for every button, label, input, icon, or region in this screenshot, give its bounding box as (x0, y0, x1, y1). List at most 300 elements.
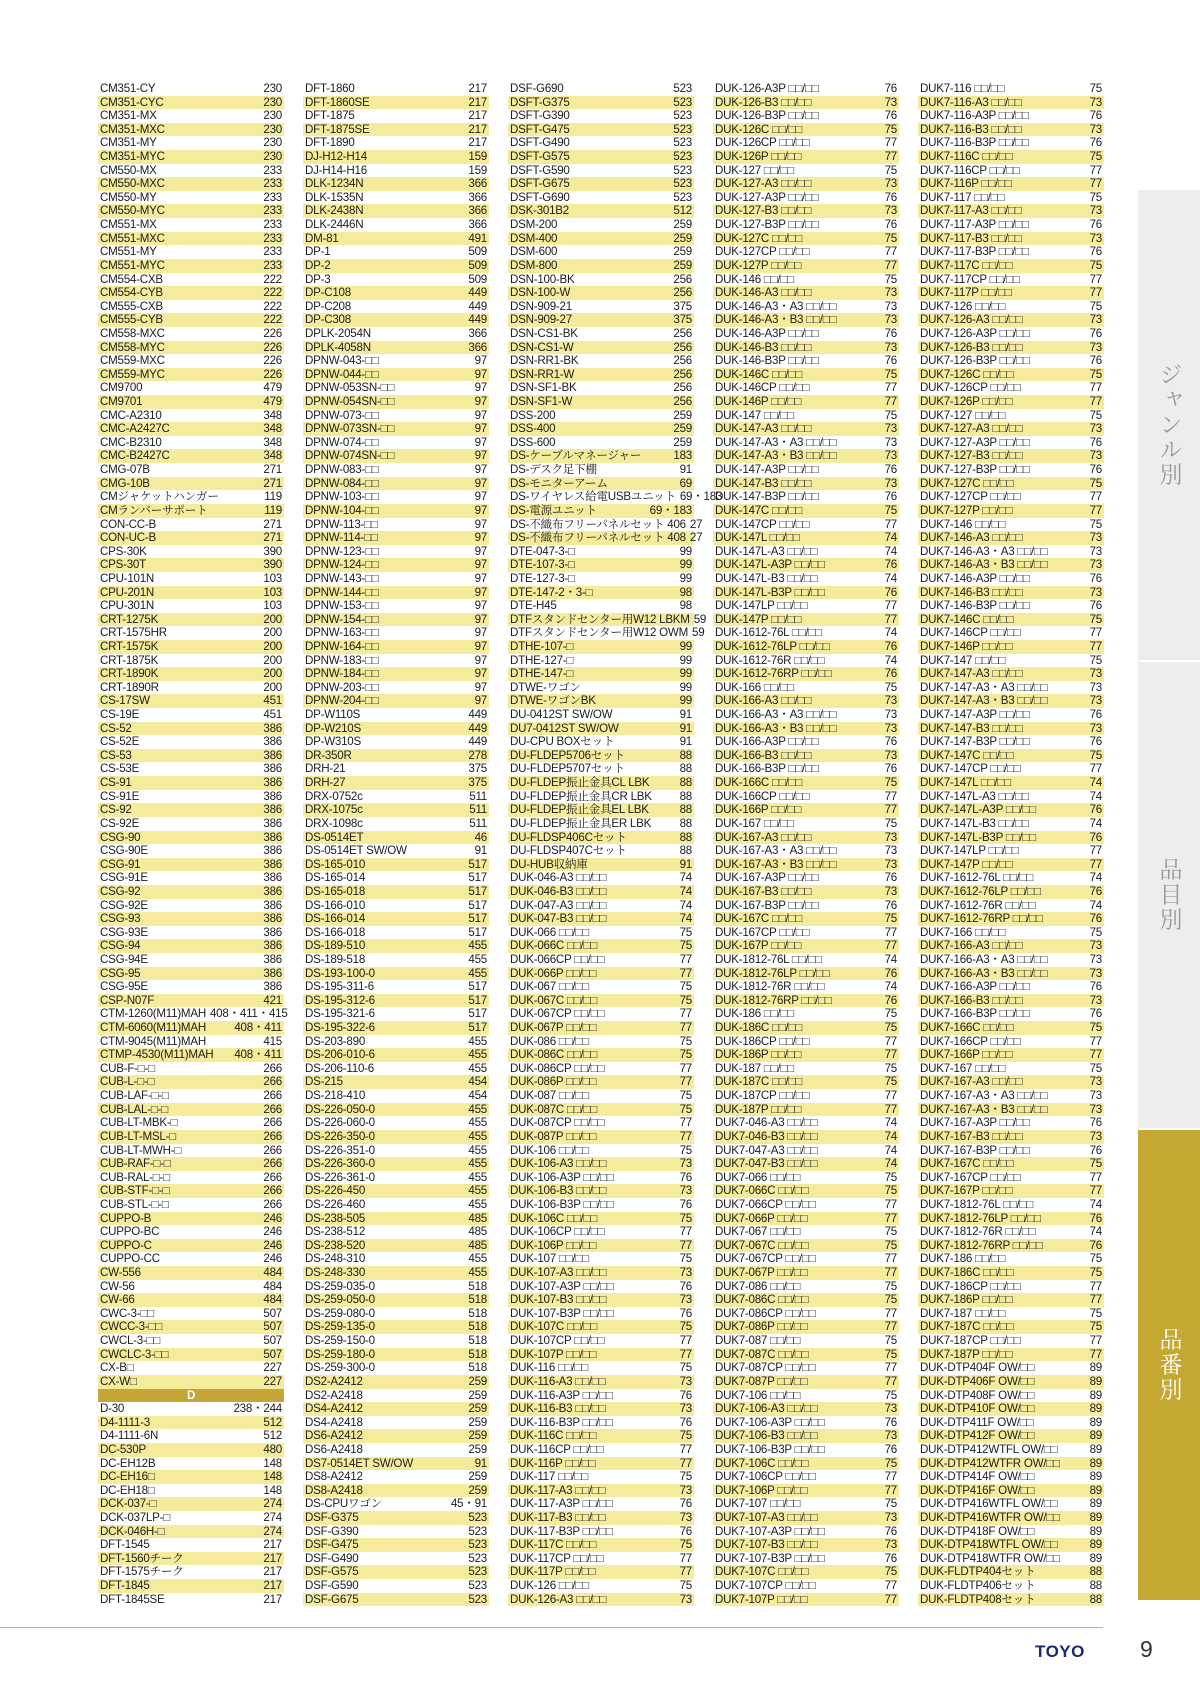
part-number: DPNW-074-□□ (305, 435, 379, 449)
part-number: CON-CC-B (100, 517, 156, 531)
part-number: DS-不織布フリーパネルセット 406 (510, 517, 686, 531)
page-ref: 507 (263, 1306, 282, 1320)
page-ref: 97 (474, 395, 487, 409)
index-row (98, 613, 284, 627)
index-row (713, 1416, 899, 1430)
page-ref: 518 (468, 1306, 487, 1320)
page-ref: 77 (679, 1061, 692, 1075)
index-row (918, 504, 1104, 518)
page-ref: 75 (884, 122, 897, 136)
page-ref: 75 (1089, 925, 1102, 939)
part-number: DS-226-350-0 (305, 1129, 375, 1143)
index-row (303, 1402, 489, 1416)
page-ref: 97 (474, 476, 487, 490)
part-number: DSFT-G390 (510, 109, 570, 123)
index-row (508, 1075, 694, 1089)
index-row (918, 1457, 1104, 1471)
tab-genre[interactable] (1138, 190, 1200, 660)
part-number: DUK-146C □□/□□ (715, 367, 803, 381)
index-row (303, 381, 489, 395)
page-ref: 27 (689, 517, 703, 531)
index-row (98, 1089, 284, 1103)
part-number: DUK7-107-A3P □□/□□ (715, 1524, 825, 1538)
index-row (918, 531, 1104, 545)
part-number: DP-W110S (305, 708, 361, 722)
page-ref: 74 (1089, 816, 1102, 830)
index-row (303, 1470, 489, 1484)
part-number: DS-ワイヤレス給電USBユニット (510, 490, 676, 504)
page-ref: 77 (679, 966, 692, 980)
part-number: CUB-F-□-□ (100, 1061, 155, 1075)
page-ref: 386 (263, 898, 282, 912)
part-number: DS-193-100-0 (305, 966, 375, 980)
page-ref: 523 (673, 150, 692, 164)
page-ref: 386 (263, 953, 282, 966)
page-ref: 77 (1089, 762, 1102, 776)
page-ref: 77 (1089, 272, 1102, 286)
index-row (98, 558, 284, 572)
part-number: DUK7-117-A3 □□/□□ (920, 204, 1022, 218)
index-row (303, 654, 489, 668)
page-ref: 233 (263, 177, 282, 191)
page-ref: 99 (679, 544, 692, 558)
part-number: DUK-106-A3 □□/□□ (510, 1157, 607, 1171)
index-row (713, 871, 899, 885)
index-row (303, 1443, 489, 1457)
index-row (918, 1252, 1104, 1266)
part-number: DUK-167P □□/□□ (715, 939, 802, 953)
part-number: DUK7-116 □□/□□ (920, 82, 1005, 95)
index-row (98, 1361, 284, 1375)
index-row (918, 1212, 1104, 1226)
page-ref: 76 (1089, 980, 1102, 994)
page-ref: 77 (1089, 286, 1102, 300)
part-number: DUK-106-A3P □□/□□ (510, 1170, 614, 1184)
tab-item-label: 品目別 (1155, 857, 1182, 933)
index-row (508, 803, 694, 817)
index-row (98, 1375, 284, 1389)
tab-item[interactable] (1138, 662, 1200, 1128)
page-ref: 517 (468, 1007, 487, 1021)
part-number: CM351-CY (100, 82, 156, 95)
index-row (98, 409, 284, 423)
page-ref: 77 (884, 1374, 897, 1388)
index-row (303, 150, 489, 164)
tab-partnumber-label: 品番別 (1155, 1327, 1182, 1403)
page-ref: 256 (673, 395, 692, 409)
index-row (713, 1579, 899, 1593)
index-row (713, 817, 899, 831)
index-row (713, 1048, 899, 1062)
page-ref: 507 (263, 1347, 282, 1361)
part-number: DSFT-G575 (510, 150, 570, 164)
page-ref: 89 (1089, 1374, 1102, 1388)
index-row (303, 313, 489, 327)
index-row (508, 1239, 694, 1253)
page-ref: 348 (263, 449, 282, 463)
part-number: DUK-DTP418WTFR OW/□□ (920, 1551, 1060, 1565)
index-row (508, 1389, 694, 1403)
part-number: DUK7-106P □□/□□ (715, 1483, 808, 1497)
part-number: CM550-MY (100, 190, 157, 204)
page-ref: 517 (468, 993, 487, 1007)
page-ref: 455 (468, 966, 487, 980)
part-number: DUK-DTP410F OW/□□ (920, 1402, 1035, 1416)
page-ref: 485 (468, 1238, 487, 1252)
page-ref: 75 (884, 1184, 897, 1198)
page-ref: 259 (673, 408, 692, 422)
part-number: DUK-1812-76RP □□/□□ (715, 993, 832, 1007)
page-ref: 99 (679, 694, 692, 708)
part-number: DS-166-014 (305, 912, 366, 926)
page-ref: 256 (673, 286, 692, 300)
part-number: DP-2 (305, 258, 331, 272)
part-number: CM559-MXC (100, 354, 165, 368)
page-ref: 75 (884, 912, 897, 926)
index-row (508, 1252, 694, 1266)
index-row (918, 1266, 1104, 1280)
page-ref: 97 (474, 667, 487, 681)
page-ref: 97 (474, 435, 487, 449)
index-row (98, 531, 284, 545)
index-row (98, 164, 284, 178)
part-number: DTHE-107-□ (510, 639, 574, 653)
page-ref: 348 (263, 435, 282, 449)
page-ref: 511 (469, 803, 487, 817)
page-ref: 523 (673, 177, 692, 191)
page-ref: 76 (1089, 354, 1102, 368)
index-row (918, 1280, 1104, 1294)
page-ref: 75 (884, 1293, 897, 1307)
page-ref: 77 (679, 953, 692, 966)
index-column-3 (508, 82, 723, 1606)
index-row (918, 776, 1104, 790)
page-ref: 73 (1089, 313, 1102, 327)
page-ref: 485 (468, 1211, 487, 1225)
page-ref: 75 (679, 939, 692, 953)
part-number: DUK-186CP □□/□□ (715, 1034, 810, 1048)
index-row (508, 1130, 694, 1144)
page-ref: 75 (1089, 476, 1102, 490)
part-number: DSN-RR1-W (510, 367, 575, 381)
page-ref: 517 (468, 884, 487, 898)
part-number: DS-電源ユニット (510, 503, 597, 517)
page-ref: 76 (1089, 571, 1102, 585)
index-row (713, 613, 899, 627)
page-ref: 375 (673, 313, 692, 327)
part-number: DUK-187 □□/□□ (715, 1061, 794, 1075)
index-row (713, 1348, 899, 1362)
part-number: CM550-MXC (100, 177, 165, 191)
part-number: DUK-147C □□/□□ (715, 503, 803, 517)
page-ref: 74 (1089, 789, 1102, 803)
index-row (303, 735, 489, 749)
page-ref: 77 (679, 1456, 692, 1470)
part-number: DUK7-147-A3・A3 □□/□□ (920, 680, 1048, 694)
page-ref: 259 (468, 1388, 487, 1402)
index-row (98, 858, 284, 872)
index-row (98, 136, 284, 150)
page-ref: 89 (1089, 1538, 1102, 1552)
part-number: DRX-0752c (305, 789, 363, 803)
part-number: DS7-0514ET SW/OW (305, 1456, 413, 1470)
index-row (303, 518, 489, 532)
page-ref: 74 (1089, 1225, 1102, 1239)
part-number: CS-91 (100, 776, 132, 790)
page-ref: 75 (1089, 190, 1102, 204)
page-ref: 77 (679, 1075, 692, 1089)
index-column-4 (713, 82, 899, 1606)
page-ref: 517 (468, 1021, 487, 1035)
page-ref: 73 (884, 1538, 897, 1552)
part-number: DUK7-167-B3 □□/□□ (920, 1129, 1023, 1143)
index-row (713, 735, 899, 749)
index-row (303, 1021, 489, 1035)
index-row (918, 953, 1104, 967)
part-number: DUK-117-B3 □□/□□ (510, 1510, 606, 1524)
page-ref: 97 (474, 449, 487, 463)
page-ref: 97 (474, 544, 487, 558)
part-number: DUK7-116-A3 □□/□□ (920, 95, 1022, 109)
page-ref: 73 (679, 1184, 692, 1198)
page-ref: 74 (884, 1129, 897, 1143)
page-ref: 89 (1089, 1402, 1102, 1416)
index-row (508, 1184, 694, 1198)
index-row (98, 477, 284, 491)
index-row (918, 762, 1104, 776)
index-row (713, 204, 899, 218)
page-ref: 76 (1089, 435, 1102, 449)
part-number: DUK-126-B3P □□/□□ (715, 109, 819, 123)
part-number: DUK7-107-B3P □□/□□ (715, 1551, 825, 1565)
page-ref: 455 (468, 1116, 487, 1130)
part-number: DUK7-116P □□/□□ (920, 177, 1012, 191)
part-number: DUK7-086P □□/□□ (715, 1320, 808, 1334)
part-number: DUK-107C □□/□□ (510, 1320, 598, 1334)
part-number: DU-FLDEP振止金具CR LBK (510, 789, 652, 803)
part-number: DS-166-010 (305, 898, 366, 912)
part-number: DUK7-127-B3P □□/□□ (920, 463, 1030, 477)
page-ref: 230 (263, 95, 282, 109)
index-row (98, 681, 284, 695)
page-ref: 119 (264, 503, 282, 517)
page-ref: 75 (1089, 408, 1102, 422)
index-row (918, 1225, 1104, 1239)
index-row (713, 273, 899, 287)
index-row (303, 1579, 489, 1593)
page-ref: 523 (468, 1551, 487, 1565)
part-number: DFT-1875SE (305, 122, 370, 136)
page-ref: 91 (679, 708, 692, 722)
part-number: DUK-117-B3P □□/□□ (510, 1524, 613, 1538)
part-number: CUB-RAL-□-□ (100, 1170, 170, 1184)
index-row (98, 1579, 284, 1593)
part-number: CTM-1260(M11)MAH (100, 1007, 206, 1021)
index-row (713, 449, 899, 463)
page-ref: 88 (679, 789, 692, 803)
index-row (918, 96, 1104, 110)
page-ref: 77 (1089, 1334, 1102, 1348)
page-ref: 75 (1089, 1252, 1102, 1266)
part-number: DUK7-147LP □□/□□ (920, 844, 1019, 858)
index-row (508, 368, 694, 382)
page-ref: 75 (1089, 1266, 1102, 1280)
page-ref: 73 (1089, 993, 1102, 1007)
part-number: DP-W310S (305, 735, 361, 749)
index-row (713, 490, 899, 504)
index-row (713, 844, 899, 858)
index-row (508, 1198, 694, 1212)
part-number: DUK-1812-76LP □□/□□ (715, 966, 830, 980)
part-number: DUK-187P □□/□□ (715, 1102, 802, 1116)
part-number: DUK-086 □□/□□ (510, 1034, 589, 1048)
part-number: DUK7-046-B3 □□/□□ (715, 1129, 818, 1143)
page-ref: 259 (468, 1429, 487, 1443)
part-number: CM550-MX (100, 163, 157, 177)
page-ref: 259 (468, 1374, 487, 1388)
page-ref: 449 (468, 708, 487, 722)
page-ref: 259 (468, 1470, 487, 1484)
part-number: DP-3 (305, 272, 331, 286)
index-row (713, 1225, 899, 1239)
index-row (98, 109, 284, 123)
page-ref: 386 (263, 871, 282, 885)
index-row (713, 572, 899, 586)
index-row (98, 300, 284, 314)
page-ref: 73 (679, 1374, 692, 1388)
page-ref: 77 (1089, 1170, 1102, 1184)
page-ref: 77 (679, 1116, 692, 1130)
part-number: CUB-RAF-□-□ (100, 1157, 171, 1171)
index-row (713, 599, 899, 613)
part-number: DUK-107-A3 □□/□□ (510, 1266, 607, 1280)
index-row (918, 1484, 1104, 1498)
index-row (508, 599, 694, 613)
part-number: DPNW-073-□□ (305, 408, 379, 422)
part-number: CS-17SW (100, 694, 150, 708)
index-row (918, 218, 1104, 232)
page-ref: 76 (1089, 109, 1102, 123)
index-row (303, 1307, 489, 1321)
index-row (303, 640, 489, 654)
part-number: DUK7-106C □□/□□ (715, 1456, 809, 1470)
part-number: CMC-B2427C (100, 449, 170, 463)
page-ref: 259 (468, 1483, 487, 1497)
part-number: DS-195-322-6 (305, 1021, 375, 1035)
index-row (713, 1361, 899, 1375)
index-row (508, 1320, 694, 1334)
part-number: DPNW-114-□□ (305, 531, 378, 545)
part-number: CS-52E (100, 735, 140, 749)
index-row (713, 354, 899, 368)
page-ref: 217 (263, 1592, 282, 1606)
index-row (918, 694, 1104, 708)
page-ref: 75 (1089, 748, 1102, 762)
index-row (98, 626, 284, 640)
index-row (98, 286, 284, 300)
part-number: CSP-N07F (100, 993, 155, 1007)
page-ref: 217 (263, 1551, 282, 1565)
index-row (918, 1470, 1104, 1484)
part-number: CUB-LT-MSL-□ (100, 1129, 176, 1143)
index-row (508, 1402, 694, 1416)
page-ref: 73 (1089, 531, 1102, 545)
index-row (303, 1429, 489, 1443)
index-row (98, 912, 284, 926)
page-ref: 76 (884, 898, 897, 912)
part-number: CPS-30T (100, 558, 146, 572)
part-number: DUK-DTP416WTFR OW/□□ (920, 1510, 1060, 1524)
part-number: DS-195-321-6 (305, 1007, 375, 1021)
part-number: DUK-146 □□/□□ (715, 272, 794, 286)
part-number: DUK-116CP □□/□□ (510, 1442, 604, 1456)
part-number: DUK7-147L-A3 □□/□□ (920, 789, 1029, 803)
tab-partnumber[interactable] (1138, 1130, 1200, 1600)
index-row (713, 259, 899, 273)
part-number: DUK-186 □□/□□ (715, 1007, 794, 1021)
index-row (508, 994, 694, 1008)
part-number: CSG-94 (100, 939, 141, 953)
part-number: DP-C308 (305, 313, 351, 327)
index-row (508, 1021, 694, 1035)
page-ref: 73 (884, 449, 897, 463)
part-number: DS-248-330 (305, 1266, 366, 1280)
part-number: DUK-FLDTP408セット (920, 1592, 1036, 1606)
index-row (303, 599, 489, 613)
index-row (508, 517, 703, 532)
part-number: DTWE-ワゴン (510, 680, 581, 694)
part-number: DUK-147-B3P □□/□□ (715, 490, 819, 504)
page-ref: 517 (468, 871, 487, 885)
index-row (303, 354, 489, 368)
part-number: CMG-07B (100, 463, 150, 477)
page-ref: 77 (1089, 857, 1102, 871)
page-ref: 75 (679, 993, 692, 1007)
page-ref: 77 (1089, 844, 1102, 858)
index-row (303, 341, 489, 355)
part-number: CUB-LT-MWH-□ (100, 1143, 182, 1157)
index-row (508, 776, 694, 790)
page-ref: 97 (474, 503, 487, 517)
part-number: DUK-117P □□/□□ (510, 1565, 596, 1579)
page-ref: 227 (263, 1374, 282, 1388)
index-row (713, 1293, 899, 1307)
index-row (918, 177, 1104, 191)
part-number: DUK-1812-76L □□/□□ (715, 953, 822, 966)
index-row (303, 613, 489, 627)
page-ref: 222 (263, 286, 282, 300)
page-ref: 75 (679, 980, 692, 994)
part-number: DUK7-146-B3P □□/□□ (920, 599, 1030, 613)
part-number: DUK7-086CP □□/□□ (715, 1306, 816, 1320)
page-ref: 75 (679, 1470, 692, 1484)
index-row (303, 586, 489, 600)
page-ref: 88 (1089, 1565, 1102, 1579)
index-row (303, 1035, 489, 1049)
part-number: DUK-1612-76L □□/□□ (715, 626, 822, 640)
page-ref: 77 (1089, 1293, 1102, 1307)
page-ref: 148 (263, 1456, 282, 1470)
part-number: CRT-1890K (100, 667, 159, 681)
index-row (918, 1062, 1104, 1076)
index-row (98, 708, 284, 722)
part-number: DSN-100-BK (510, 272, 575, 286)
index-row (303, 708, 489, 722)
index-row (713, 1144, 899, 1158)
part-number: DUK-147L □□/□□ (715, 531, 800, 545)
part-number: DUK7-127C □□/□□ (920, 476, 1014, 490)
page-ref: 73 (1089, 122, 1102, 136)
